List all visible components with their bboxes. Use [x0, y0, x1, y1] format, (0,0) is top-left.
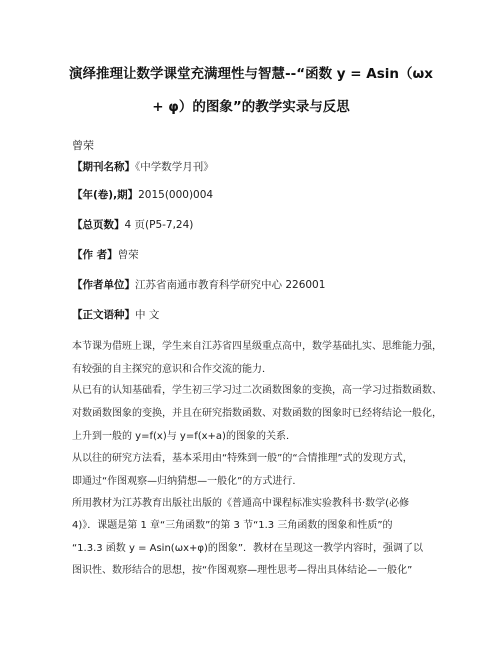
meta-value: 曾荣 [117, 249, 139, 261]
body-text-line: 从以往的研究方法看，基本采用由“特殊到一般”的“合情推理”式的发现方式， [72, 453, 413, 464]
body-text-line: 对数函数图象的变换，并且在研究指数函数、对数函数的图象时已经将结论一般化， [72, 408, 442, 419]
meta-label: 【总页数】 [72, 219, 125, 231]
meta-affiliation [72, 277, 325, 292]
body-text-line: 本节课为借班上课，学生来自江苏省四星级重点高中，数学基础扎实、思维能力强， [72, 341, 442, 352]
meta-value: 4 页(P5-7,24) [124, 219, 194, 231]
body-text-line: 上升到一般的 y=f(x)与 y=f(x+a)的图象的关系． [72, 431, 296, 442]
body-text-line: “1.3.3 函数 y = Asin(ωx+φ)的图象”．教材在呈现这一教学内容时，强调了以 [72, 543, 424, 554]
meta-page-count [72, 217, 193, 232]
body-text-line: 4)》．课题是第 1 章“三角函数”的第 3 节“1.3 三角函数的图象和性质”的 [72, 520, 393, 531]
meta-value: 《中学数学月刊》 [135, 161, 214, 173]
document-title-line-1: 演绎推理让数学课堂充满理性与智慧--“函数 y = Asin（ωx [69, 66, 433, 82]
meta-label: 【作 者】 [72, 249, 118, 261]
body-text-line: 即通过“作图观察—归纳猜想—一般化”的方式进行． [72, 476, 303, 487]
meta-journal [72, 159, 214, 174]
meta-value: 江苏省南通市教育科学研究中心 226001 [135, 279, 326, 291]
meta-label: 【正文语种】 [72, 309, 135, 321]
meta-value: 2015(000)004 [138, 189, 214, 201]
meta-label: 【年(卷),期】 [72, 189, 139, 201]
meta-value: 中 文 [135, 309, 160, 321]
body-text-line: 所用教材为江苏教育出版社出版的《普通高中课程标准实验教科书·数学(必修 [72, 498, 410, 509]
body-text-line: 从已有的认知基础看，学生初三学习过二次函数图象的变换，高一学习过指数函数、 [72, 385, 442, 396]
meta-label: 【期刊名称】 [72, 161, 135, 173]
meta-label: 【作者单位】 [72, 279, 135, 291]
meta-author [72, 247, 139, 262]
body-text-line: 有较强的自主探究的意识和合作交流的能力． [72, 364, 272, 375]
meta-language [72, 307, 159, 322]
document-title-line-2: + φ）的图象”的教学实录与反思 [152, 99, 350, 115]
meta-volume-issue [72, 187, 213, 202]
body-text-line: 图识性、数形结合的思想，按“作图观察—理性思考—得出具体结论—一般化” [72, 565, 413, 576]
author-name: 曾荣 [72, 139, 94, 152]
